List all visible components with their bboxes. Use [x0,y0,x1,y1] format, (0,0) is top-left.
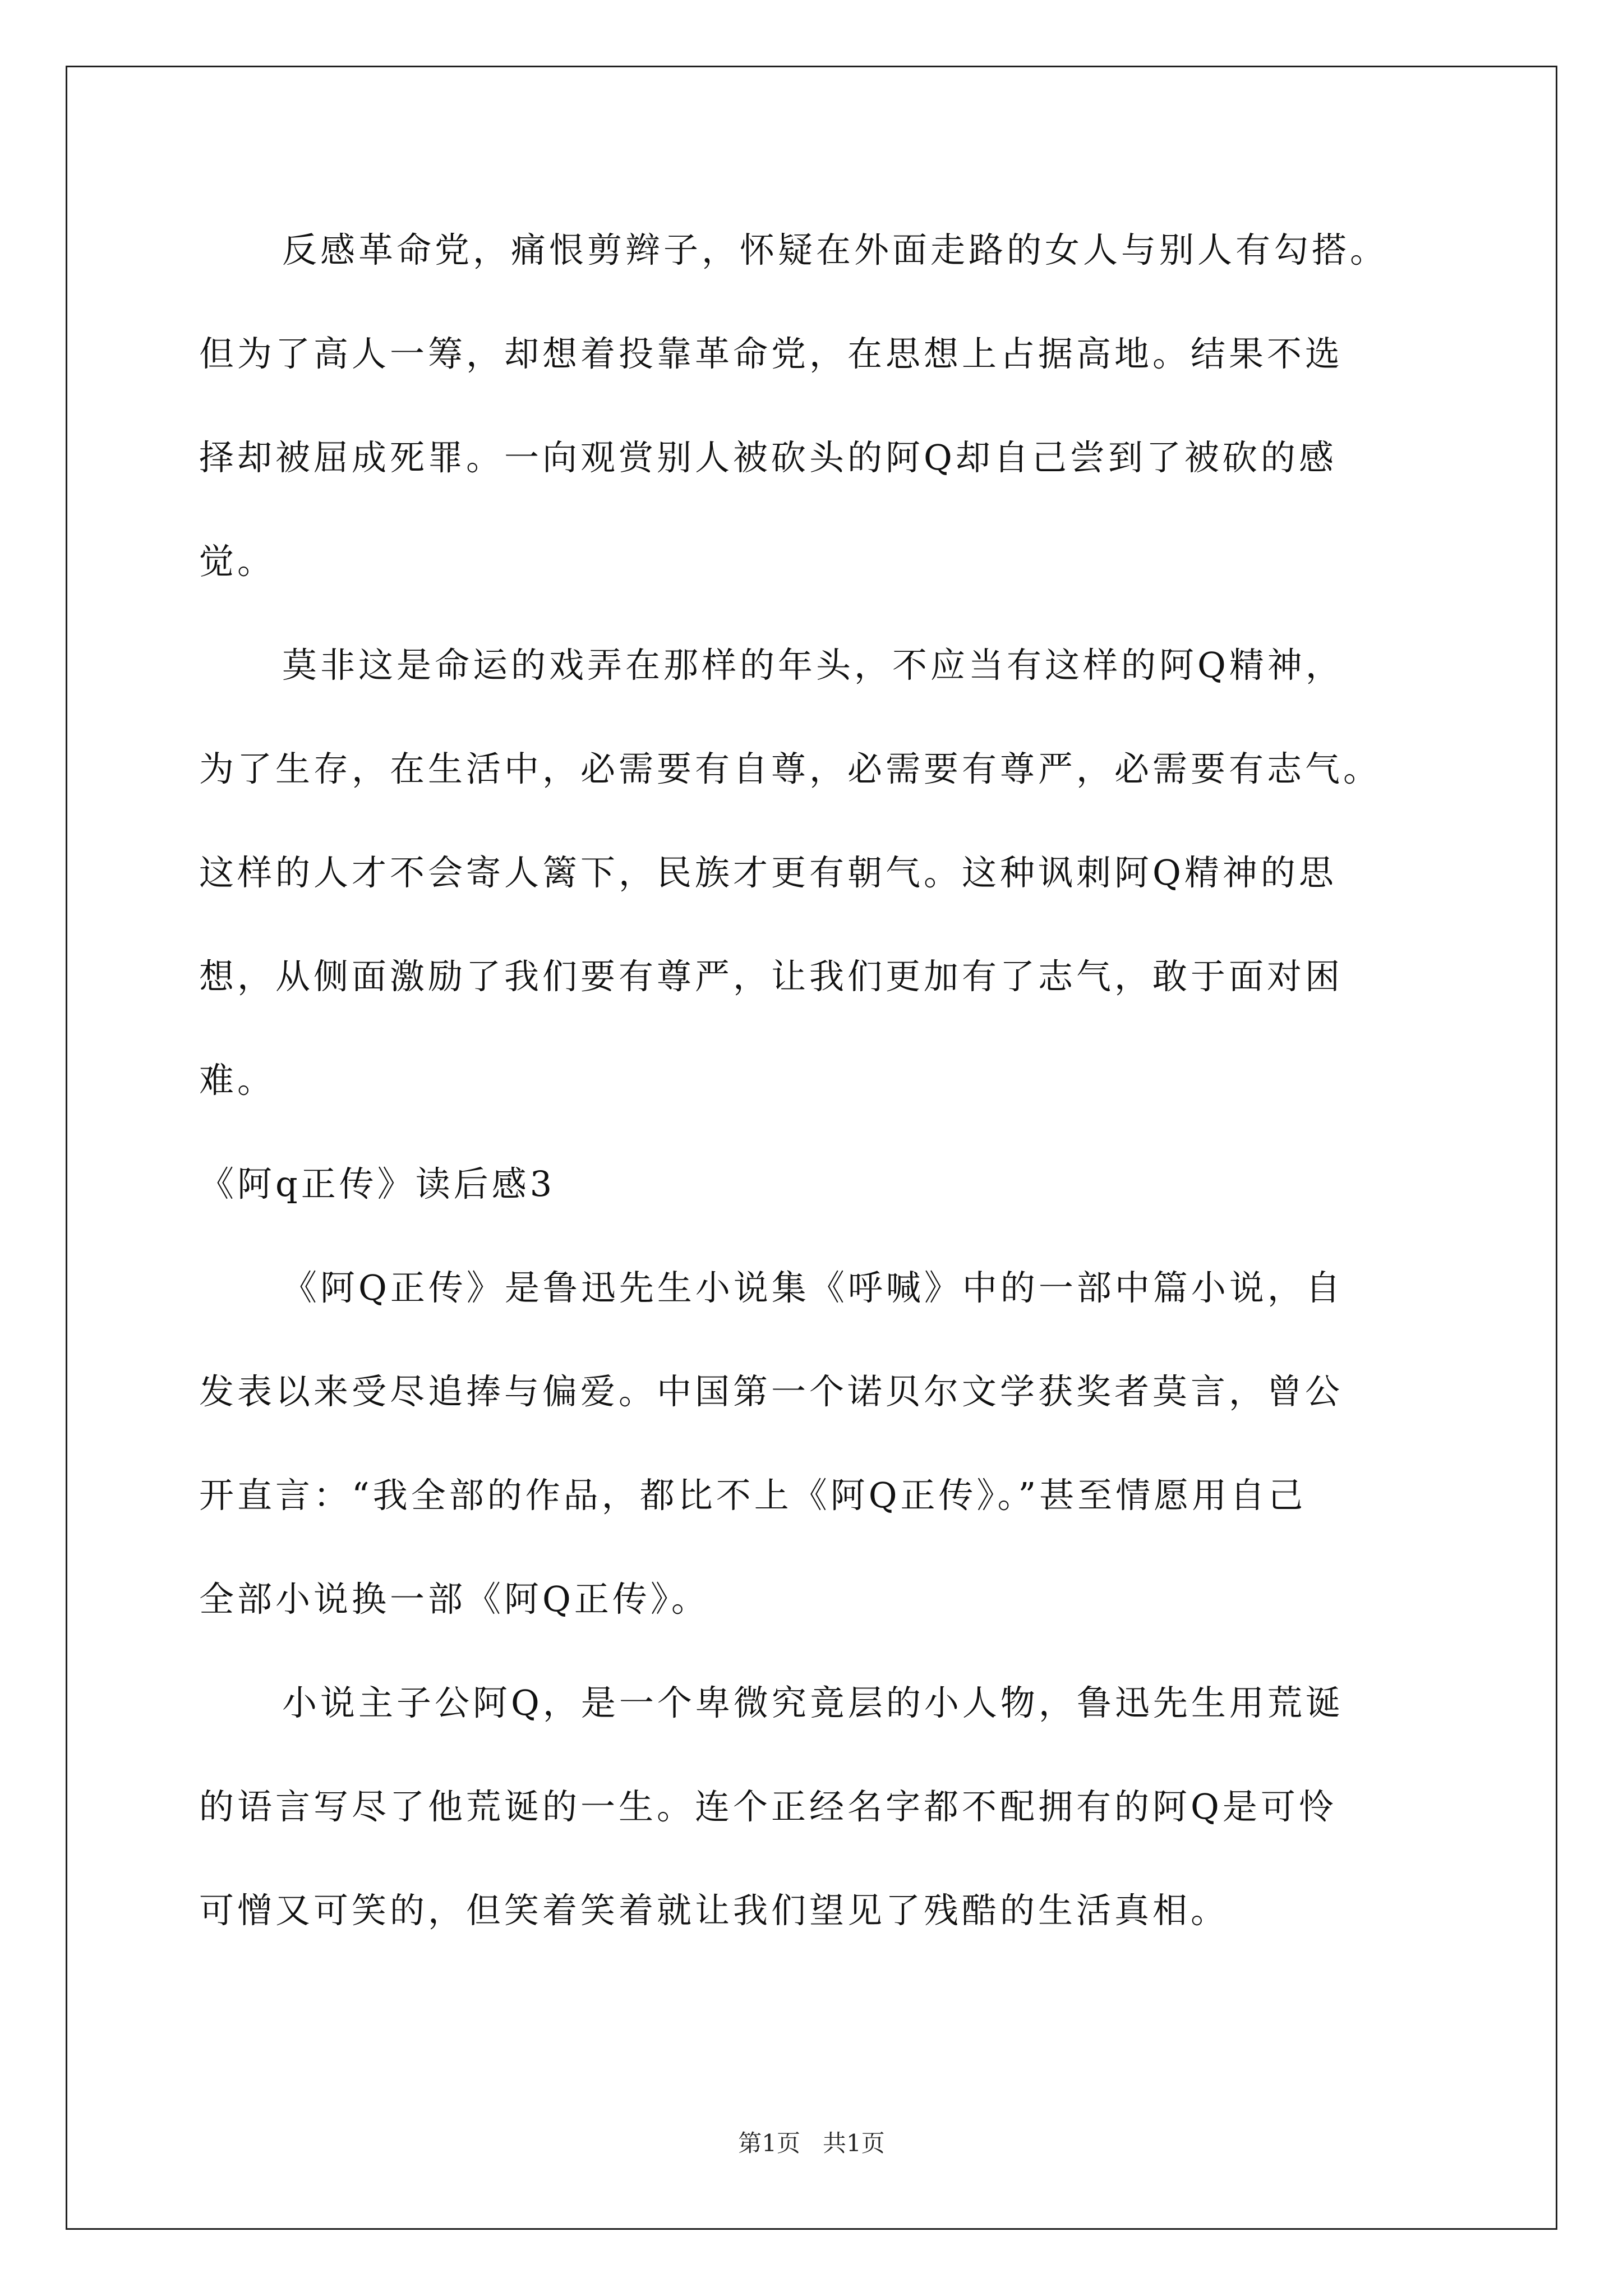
page-footer: 第1页 共1页 [738,2129,885,2157]
paragraph-2-line-5: 难。 [199,1060,276,1101]
paragraph-3-line-3: 开直言：“我全部的作品，都比不上《阿Q正传》。”甚至情愿用自己 [199,1475,1307,1516]
paragraph-2-line-1: 莫非这是命运的戏弄在那样的年头，不应当有这样的阿Q精神， [282,645,1344,685]
paragraph-1-line-3: 择却被屈成死罪。一向观赏别人被砍头的阿Q却自己尝到了被砍的感 [199,437,1337,478]
paragraph-2-line-4: 想，从侧面激励了我们要有尊严，让我们更加有了志气，敢于面对困 [199,956,1344,997]
paragraph-3-line-2: 发表以来受尽追捧与偏爱。中国第一个诺贝尔文学获奖者莫言，曾公 [199,1371,1344,1412]
paragraph-4-line-2: 的语言写尽了他荒诞的一生。连个正经名字都不配拥有的阿Q是可怜 [199,1786,1337,1827]
paragraph-4-line-1: 小说主子公阿Q，是一个卑微究竟层的小人物，鲁迅先生用荒诞 [282,1682,1344,1723]
paragraph-2-line-2: 为了生存，在生活中，必需要有自尊，必需要有尊严，必需要有志气。 [199,748,1382,789]
paragraph-3-line-1: 《阿Q正传》是鲁迅先生小说集《呼喊》中的一部中篇小说，自 [282,1267,1344,1308]
paragraph-1-line-1: 反感革命党，痛恨剪辫子，怀疑在外面走路的女人与别人有勾搭。 [282,229,1389,270]
section-heading: 《阿q正传》读后感3 [199,1163,556,1204]
paragraph-1-line-4: 觉。 [199,541,276,582]
paragraph-4-line-3: 可憎又可笑的，但笑着笑着就让我们望见了残酷的生活真相。 [199,1890,1229,1931]
paragraph-1-line-2: 但为了高人一筹，却想着投靠革命党，在思想上占据高地。结果不选 [199,333,1344,374]
paragraph-2-line-3: 这样的人才不会寄人篱下，民族才更有朝气。这种讽刺阿Q精神的思 [199,852,1337,893]
paragraph-3-line-4: 全部小说换一部《阿Q正传》。 [199,1579,709,1619]
